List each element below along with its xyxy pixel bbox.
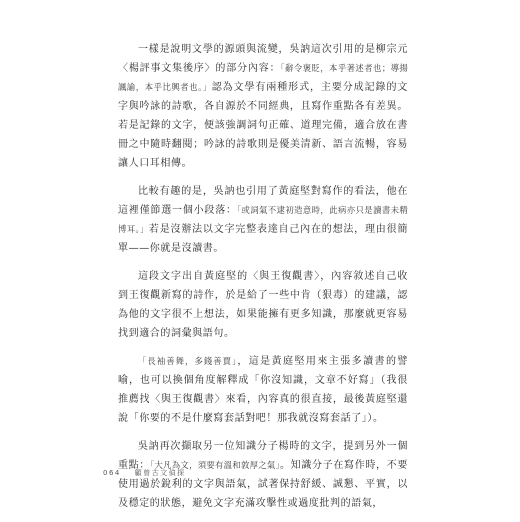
text-segment: 若是沒辦法以文字完整表達自己內在的想法，理由很簡單——你就是沒讀書。	[118, 224, 408, 254]
paragraph	[118, 352, 408, 428]
text-segment: 。知識分子在寫作時，不要使用過於銳利的文字與語氣，試著保持舒緩、誠懇、平實，以及穩定的狀態，避免文字充滿攻擊性或過度批判的語氣，	[118, 460, 408, 509]
quoted-text: 「長袖善舞，多錢善賈」	[138, 356, 238, 366]
quoted-text: 「或詞氣不逮初造意時，此病亦只是讀書未精博耳。」	[118, 205, 408, 234]
text-segment: ，這是黃庭堅用來主張多讀書的譬喻，也可以換個角度解釋成「你沒知識，文章不好寫」（我很推薦找〈與王復觀書〉來看，內容真的很直接，最後黃庭堅還說「你要的不是什麼寫套話對吧！那我就沒寫套話了」）。	[118, 356, 408, 424]
text-segment: 吳訥再次擷取另一位知識分子楊時的文字，提到另外一個重點：	[118, 441, 408, 471]
quoted-text: 「辭令褒貶，本乎著述者也；導揚諷諭，本乎比興者也。」	[118, 63, 409, 92]
paragraph	[118, 267, 408, 343]
text-segment: 一樣是說明文學的源頭與流變，吳訥這次引用的是柳宗元〈楊評事文集後序〉的部分內容：	[118, 44, 408, 74]
text-segment: 認為文學有兩種形式，主要分成記錄的文字與吟詠的詩歌，各自源於不同經典，且寫作重點各有差異。若是記錄的文字，便該強調詞句正確、道理完備，適合放在書冊之中隨時翻閱；吟詠的詩歌則是優美清新、語言流暢，容易讓人口耳相傳。	[118, 82, 408, 169]
page-number: 064	[103, 469, 121, 477]
paragraph	[118, 40, 408, 173]
text-segment: 這段文字出自黃庭堅的〈與王復觀書〉，內容敘述自己收到王復觀新寫的詩作，於是給了一些中肯（狠毒）的建議，認為他的文字很不上想法，如果能擁有更多知識，那麼就更容易找到適合的詞彙與語句。	[118, 271, 408, 339]
text-segment: 比較有趣的是，吳訥也引用了黃庭堅對寫作的看法，他在這裡僅節選一個小段落：	[118, 186, 408, 216]
paragraph	[118, 182, 408, 258]
body-text	[118, 40, 408, 522]
page-footer	[103, 468, 186, 478]
quoted-text: 「大凡為文，須要有溫和敦厚之氣」	[150, 460, 280, 470]
running-title: 顧曾古文偵探	[134, 469, 186, 477]
